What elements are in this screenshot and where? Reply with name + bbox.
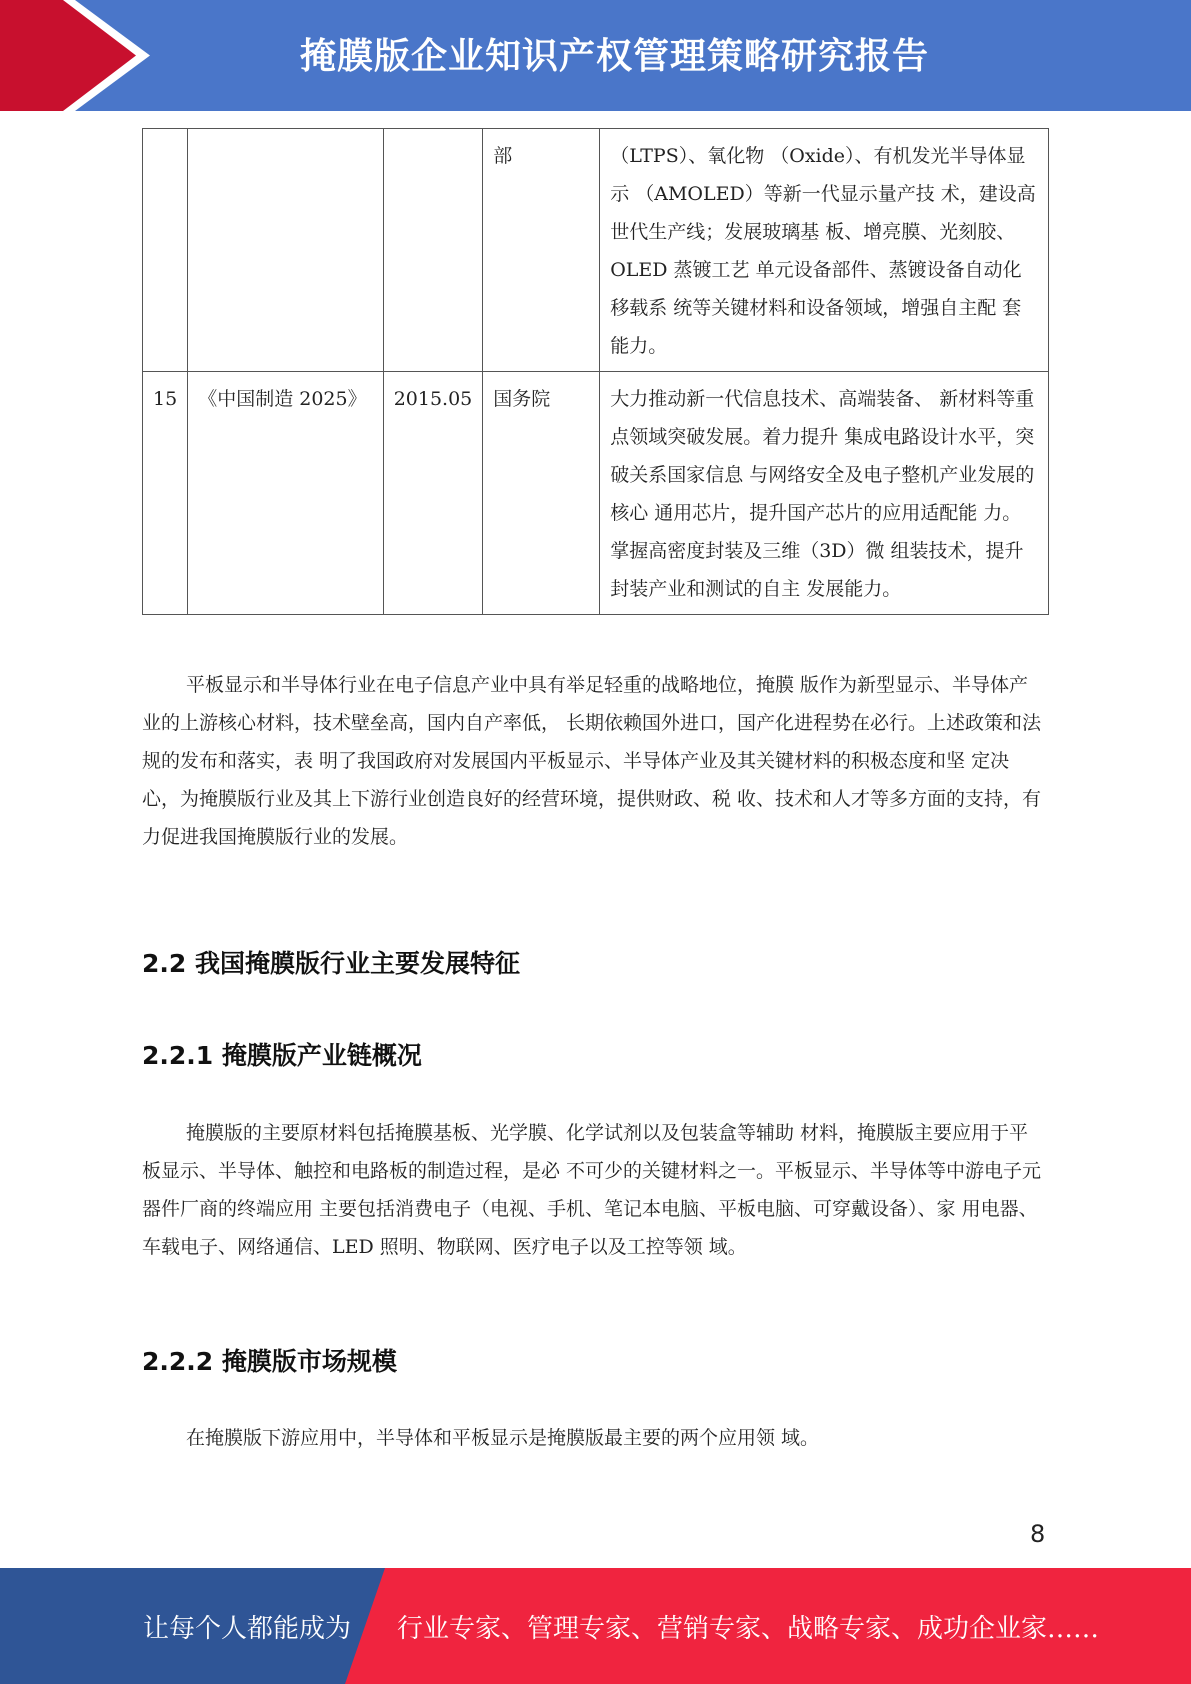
issuing-department: 国务院	[483, 372, 600, 615]
row-number	[143, 129, 188, 372]
policy-name: 《中国制造 2025》	[188, 372, 384, 615]
issuing-department: 部	[483, 129, 600, 372]
footer-slogan-left: 让每个人都能成为	[143, 1614, 352, 1644]
page-header	[0, 0, 1191, 111]
issue-date: 2015.05	[383, 372, 483, 615]
section-heading-2-2-2: 2.2.2 掩膜版市场规模	[142, 1347, 397, 1376]
page-number: 8	[1030, 1520, 1046, 1548]
paragraph-industry-chain: 掩膜版的主要原材料包括掩膜基板、光学膜、化学试剂以及包装盒等辅助 材料，掩膜版主要应用于平板显示、半导体、触控和电路板的制造过程，是必 不可少的关键材料之一。平板显示、半导体等中游电子元器件厂商的终端应用 主要包括消费电子（电视、手机、笔记本电脑、平板电脑、可穿戴设备）、家 用电器、车载电子、网络通信、LED 照明、物联网、医疗电子以及工控等领 域。	[142, 1122, 1042, 1258]
policy-content: （LTPS）、氧化物 （Oxide）、有机发光半导体显示 （AMOLED）等新一代显示量产技 术，建设高世代生产线；发展玻璃基 板、增亮膜、光刻胶、OLED 蒸镀工艺 单元设备部件、蒸镀设备自动化移载系 统等关键材料和设备领域，增强自主配 套能力。	[600, 129, 1049, 372]
policy-content: 大力推动新一代信息技术、高端装备、 新材料等重点领域突破发展。着力提升 集成电路设计水平，突破关系国家信息 与网络安全及电子整机产业发展的核心 通用芯片，提升国产芯片的应用适配能 力。掌握高密度封装及三维（3D）微 组装技术，提升封装产业和测试的自主 发展能力。	[600, 372, 1049, 615]
header-arrow-decoration	[0, 0, 150, 111]
report-title: 掩膜版企业知识产权管理策略研究报告	[300, 36, 930, 77]
row-number: 15	[143, 372, 188, 615]
paragraph-market-size: 在掩膜版下游应用中，半导体和平板显示是掩膜版最主要的两个应用领 域。	[186, 1427, 820, 1449]
issue-date	[383, 129, 483, 372]
footer-slogan-right: 行业专家、管理专家、营销专家、战略专家、成功企业家……	[397, 1614, 1100, 1644]
section-heading-2-2-1: 2.2.1 掩膜版产业链概况	[142, 1041, 422, 1070]
paragraph-policy-summary: 平板显示和半导体行业在电子信息产业中具有举足轻重的战略地位，掩膜 版作为新型显示、半导体产业的上游核心材料，技术壁垒高，国内自产率低， 长期依赖国外进口，国产化进程势在必行。上述政策和法规的发布和落实，表 明了我国政府对发展国内平板显示、半导体产业及其关键材料的积极态度和坚 定决心，为掩膜版行业及其上下游行业创造良好的经营环境，提供财政、税 收、技术和人才等多方面的支持，有力促进我国掩膜版行业的发展。	[142, 674, 1042, 848]
policy-name	[188, 129, 384, 372]
page-footer	[0, 1568, 1191, 1684]
section-heading-2-2: 2.2 我国掩膜版行业主要发展特征	[142, 949, 520, 978]
policy-table	[142, 128, 1049, 615]
table-row	[143, 129, 1049, 372]
table-row	[143, 372, 1049, 615]
